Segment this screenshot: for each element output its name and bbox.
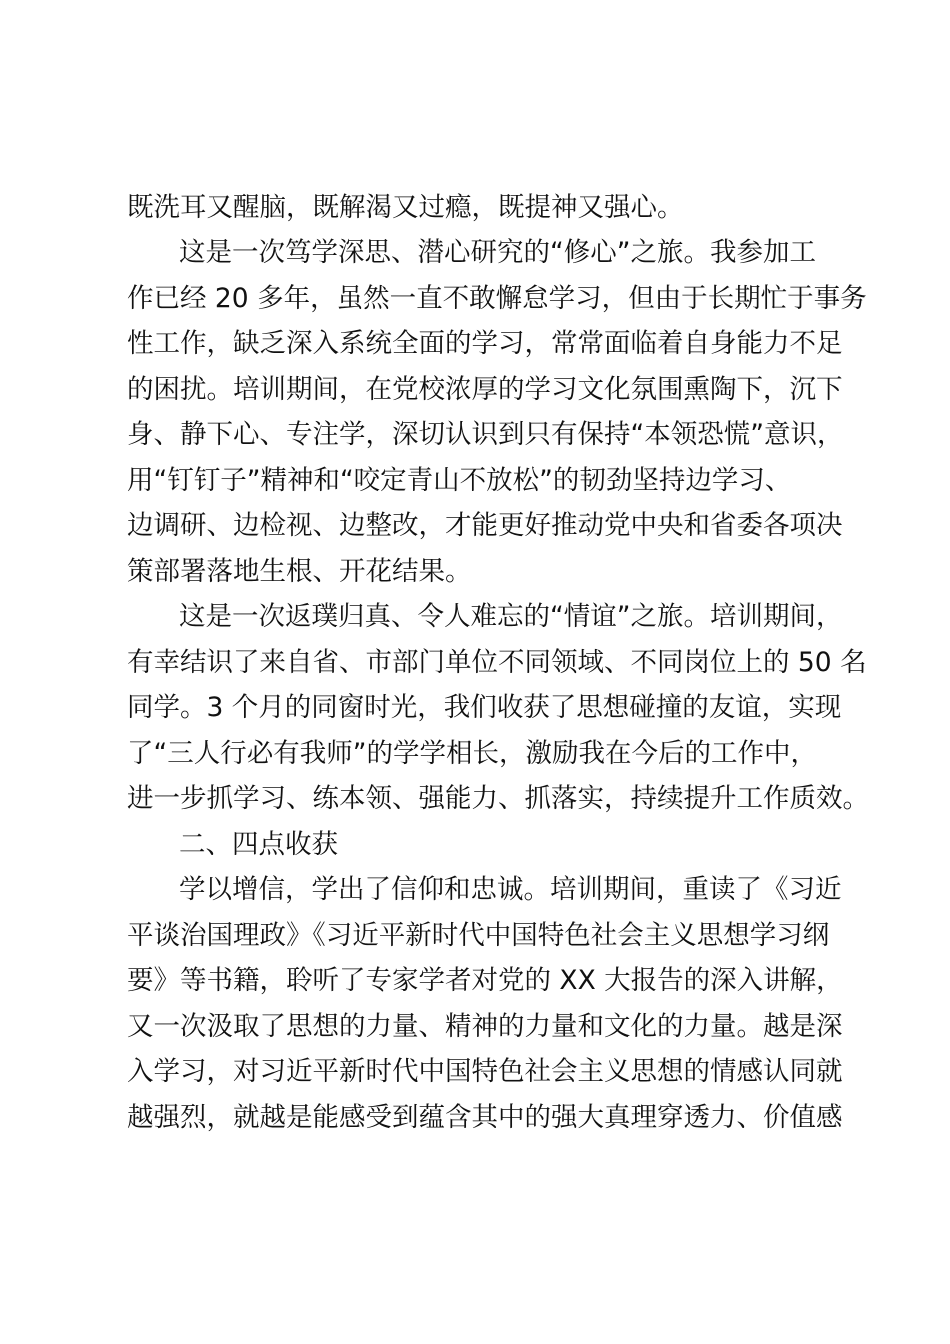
text-line: 越强烈，就越是能感受到蕴含其中的强大真理穿透力、价值感	[127, 1102, 843, 1133]
text-line: 既洗耳又醒脑，既解渴又过瘾，既提神又强心。	[127, 192, 684, 223]
text-line: 有幸结识了来自省、市部门单位不同领域、不同岗位上的 50 名	[127, 647, 867, 678]
text-line: 平谈治国理政》《习近平新时代中国特色社会主义思想学习纲	[127, 920, 830, 951]
text-line: 了“三人行必有我师”的学学相长，激励我在今后的工作中，	[127, 738, 817, 769]
text-line: 性工作，缺乏深入系统全面的学习，常常面临着自身能力不足	[127, 328, 843, 359]
text-line: 身、静下心、专注学，深切认识到只有保持“本领恐慌”意识，	[127, 419, 844, 450]
text-line: 作已经 20 多年，虽然一直不敢懈怠学习，但由于长期忙于事务	[127, 283, 867, 314]
text-line: 进一步抓学习、练本领、强能力、抓落实，持续提升工作质效。	[127, 783, 869, 814]
text-line: 入学习，对习近平新时代中国特色社会主义思想的情感认同就	[127, 1056, 843, 1087]
text-line: 边调研、边检视、边整改，才能更好推动党中央和省委各项决	[127, 510, 843, 541]
text-line: 策部署落地生根、开花结果。	[127, 556, 472, 587]
paragraph-start-line: 这是一次笃学深思、潜心研究的“修心”之旅。我参加工	[179, 237, 816, 268]
paragraph-start-line: 这是一次返璞归真、令人难忘的“情谊”之旅。培训期间，	[179, 601, 843, 632]
text-line: 又一次汲取了思想的力量、精神的力量和文化的力量。越是深	[127, 1011, 843, 1042]
section-heading: 二、四点收获	[179, 829, 338, 860]
text-line: 用“钉钉子”精神和“咬定青山不放松”的韧劲坚持边学习、	[127, 465, 792, 496]
text-line: 的困扰。培训期间，在党校浓厚的学习文化氛围熏陶下，沉下	[127, 374, 843, 405]
text-line: 同学。3 个月的同窗时光，我们收获了思想碰撞的友谊，实现	[127, 692, 842, 723]
paragraph-start-line: 学以增信，学出了信仰和忠诚。培训期间，重读了《习近	[179, 874, 842, 905]
text-line: 要》等书籍，聆听了专家学者对党的 XX 大报告的深入讲解，	[127, 965, 843, 996]
